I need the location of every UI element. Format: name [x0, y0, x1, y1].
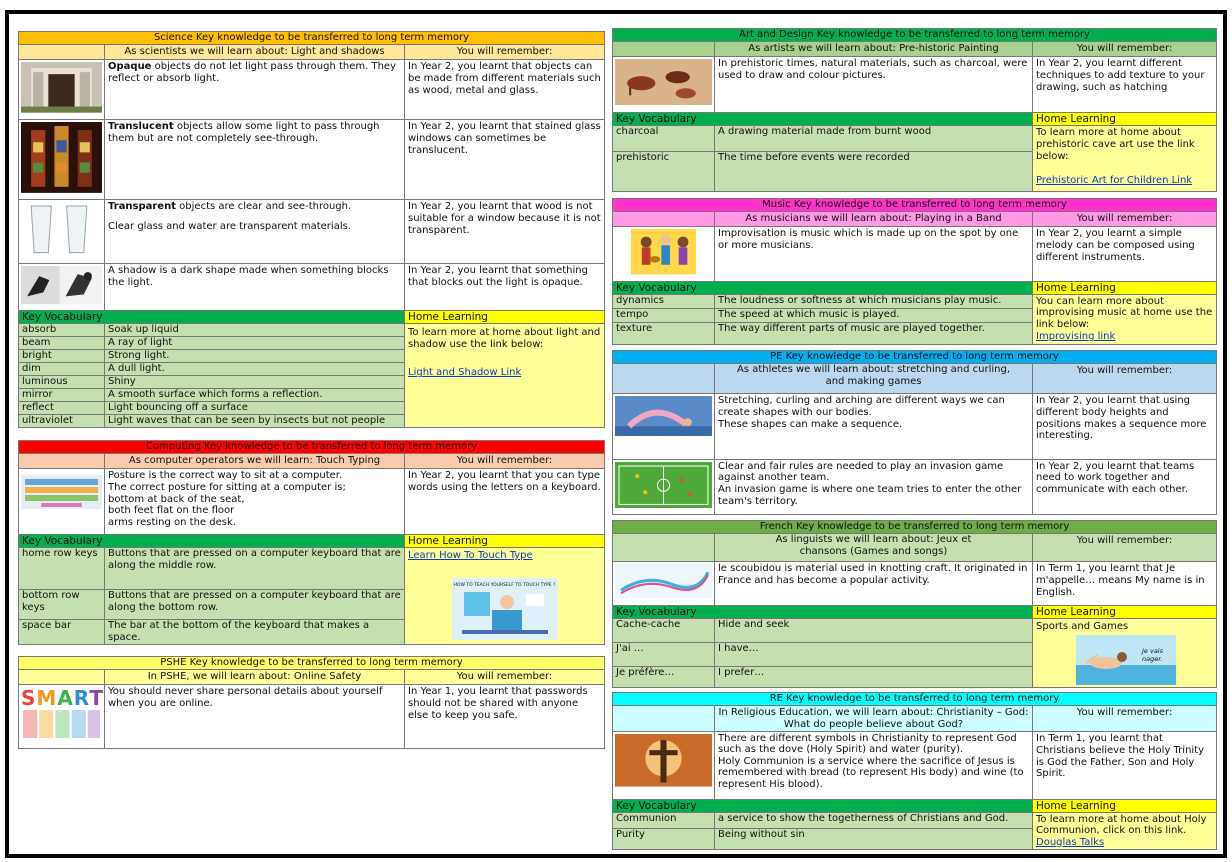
computing-vocab-heading: Key Vocabulary	[19, 535, 405, 548]
pshe-panel	[18, 656, 605, 749]
band-musicians-icon	[631, 229, 696, 275]
re-home-heading: Home Learning	[1033, 799, 1217, 812]
vocab-word: dim	[19, 363, 105, 376]
posture-line: Posture is the correct way to sit at a computer.	[108, 470, 343, 481]
music-panel	[612, 198, 1217, 345]
art-remember-heading: You will remember:	[1033, 42, 1217, 57]
music-title: Music Key knowledge to be transferred to long term memory	[613, 199, 1217, 212]
vocab-def: Hide and seek	[715, 618, 1033, 642]
french-title: French Key knowledge to be transferred to long term memory	[613, 521, 1217, 534]
science-panel	[18, 31, 605, 428]
computing-panel	[18, 440, 605, 645]
translucent-term: Translucent	[108, 120, 174, 132]
keyboard-icon	[21, 475, 102, 509]
vocab-def: Light bouncing off a surface	[105, 402, 405, 415]
opaque-text: objects do not let light pass through them. They reflect or absorb light.	[108, 61, 396, 85]
vocab-word: texture	[613, 322, 715, 344]
science-learn-heading: As scientists we will learn about: Light and shadows	[105, 45, 405, 60]
music-vocab-heading: Key Vocabulary	[613, 281, 1033, 294]
smart-poster-word: SMART	[21, 686, 104, 710]
pshe-title: PSHE Key knowledge to be transferred to long term memory	[19, 657, 605, 670]
vocab-def: I prefer…	[715, 667, 1033, 687]
art-panel	[612, 28, 1217, 192]
shadow-text: A shadow is a dark shape made when something blocks the light.	[108, 264, 389, 288]
light-and-shadow-link[interactable]: Light and Shadow Link	[408, 367, 522, 379]
re-title: RE Key knowledge to be transferred to long term memory	[613, 693, 1217, 706]
glasses-image	[19, 199, 105, 263]
vocab-def: Buttons that are pressed on a computer keyboard that are along the bottom row.	[105, 590, 405, 620]
vocab-def: The speed at which music is played.	[715, 308, 1033, 322]
vocab-word: J'ai …	[613, 642, 715, 666]
science-remember-3: In Year 2, you learnt that wood is not suitable for a window because it is not transparent.	[405, 199, 605, 263]
vocab-word: Cache-cache	[613, 618, 715, 642]
vocab-def: A drawing material made from burnt wood	[715, 125, 1033, 151]
vocab-word: reflect	[19, 402, 105, 415]
transparent-text-2: Clear glass and water are transparent materials.	[108, 221, 351, 233]
art-title: Art and Design Key knowledge to be transferred to long term memory	[613, 29, 1217, 42]
science-vocab-heading: Key Vocabulary	[19, 311, 405, 324]
scoubidou-icon	[615, 564, 712, 598]
re-learn-heading: In Religious Education, we will learn about: Christianity – God: What do people believe about God?	[715, 706, 1033, 732]
improvising-link[interactable]: Improvising link	[1036, 331, 1116, 343]
french-remember-heading: You will remember:	[1033, 534, 1217, 562]
smart-poster-icon	[21, 708, 102, 740]
vocab-word: mirror	[19, 389, 105, 402]
vocab-def: A dull light.	[105, 363, 405, 376]
vocab-word: dynamics	[613, 294, 715, 308]
music-remember: In Year 2, you learnt a simple melody can be composed using different instruments.	[1033, 227, 1217, 282]
touch-type-link[interactable]: Learn How To Touch Type	[408, 550, 533, 561]
computing-home-body	[405, 548, 605, 645]
pe-remember-1: In Year 2, you learnt that using different body heights and positions makes a sequence more interesting.	[1033, 394, 1217, 460]
invasion-game-image	[613, 459, 715, 515]
french-home-text: Sports and Games	[1036, 620, 1129, 632]
vocab-def: The way different parts of music are played together.	[715, 322, 1033, 344]
french-home-heading: Home Learning	[1033, 605, 1217, 618]
science-remember-heading: You will remember:	[405, 45, 605, 60]
vocab-word: charcoal	[613, 125, 715, 151]
re-home-text: To learn more at home about Holy Communion, click on this link.	[1036, 813, 1207, 837]
door-image	[19, 60, 105, 120]
posture-line: arms resting on the desk.	[108, 517, 236, 529]
re-text-line: There are different symbols in Christianity to represent God such as the dove (Holy Spirit) and water (purity).	[718, 733, 1017, 756]
computing-learn-heading: As computer operators we will learn: Touch Typing	[105, 454, 405, 469]
pe-panel	[612, 350, 1217, 515]
pe-text-line: Stretching, curling and arching are different ways we can create shapes with our bodies.	[718, 395, 1005, 418]
science-home-text: To learn more at home about light and shadow use the link below:	[408, 327, 601, 351]
vocab-def: a service to show the togetherness of Christians and God.	[715, 812, 1033, 829]
pshe-learn-heading: In PSHE, we will learn about: Online Safety	[105, 670, 405, 685]
art-home-text: To learn more at home about prehistoric cave art use the link below:	[1036, 126, 1195, 162]
computing-title: Computing Key knowledge to be transferred to long term memory	[19, 441, 605, 454]
music-text: Improvisation is music which is made up on the spot by one or more musicians.	[715, 227, 1033, 282]
music-home-body	[1033, 294, 1217, 344]
pshe-remember: In Year 1, you learnt that passwords should not be shared with anyone else to keep you safe.	[405, 685, 605, 749]
music-learn-heading: As musicians we will learn about: Playing in a Band	[715, 212, 1033, 227]
science-title: Science Key knowledge to be transferred to long term memory	[19, 32, 605, 45]
vocab-word: home row keys	[19, 548, 105, 590]
re-text-line: Holy Communion is a service where the sacrifice of Jesus is remembered with bread (to represent His body) and wine (to represent His blood).	[718, 755, 1024, 790]
vocab-def: A ray of light	[105, 337, 405, 350]
person-at-computer-icon	[462, 590, 548, 636]
cross-image	[613, 732, 715, 800]
vocab-word: tempo	[613, 308, 715, 322]
science-remember-1: In Year 2, you learnt that objects can be made from different materials such as wood, metal and glass.	[405, 60, 605, 120]
vocab-def: Shiny	[105, 376, 405, 389]
vocab-word: bright	[19, 350, 105, 363]
prehistoric-art-link[interactable]: Prehistoric Art for Children Link	[1036, 174, 1193, 186]
re-remember-heading: You will remember:	[1033, 706, 1217, 732]
science-remember-4: In Year 2, you learnt that something that blocks out the light is opaque.	[405, 263, 605, 311]
vocab-def: Being without sin	[715, 829, 1033, 850]
gymnast-icon	[615, 396, 712, 436]
french-vocab-heading: Key Vocabulary	[613, 605, 1033, 618]
pshe-remember-heading: You will remember:	[405, 670, 605, 685]
glass-tumbler-icon	[21, 202, 102, 257]
vocab-def: The time before events were recorded	[715, 151, 1033, 191]
vocab-word: ultraviolet	[19, 415, 105, 428]
pe-learn-heading: As athletes we will learn about: stretching and curling, and making games	[715, 364, 1033, 394]
science-remember-2: In Year 2, you learnt that stained glass windows can sometimes be translucent.	[405, 119, 605, 199]
vocab-def: The bar at the bottom of the keyboard that makes a space.	[105, 620, 405, 645]
science-home-heading: Home Learning	[405, 311, 605, 324]
vocab-word: Purity	[613, 829, 715, 850]
pe-title: PE Key knowledge to be transferred to long term memory	[613, 351, 1217, 364]
pe-text-line: These shapes can make a sequence.	[718, 418, 903, 430]
swimmer-caption: Je vais nager.	[1142, 646, 1164, 663]
vocab-word: Je préfère…	[613, 667, 715, 687]
re-home-body	[1033, 812, 1217, 849]
touch-type-image	[452, 578, 558, 640]
music-home-text: You can learn more about improvising music at home use the link below:	[1036, 295, 1213, 331]
transparent-term: Transparent	[108, 200, 176, 212]
vocab-def: Buttons that are pressed on a computer keyboard that are along the middle row.	[105, 548, 405, 590]
music-remember-heading: You will remember:	[1033, 212, 1217, 227]
smart-poster-image	[19, 685, 105, 749]
computing-remember-heading: You will remember:	[405, 454, 605, 469]
science-home-body	[405, 324, 605, 428]
french-home-body	[1033, 618, 1217, 687]
shadow-puppet-image	[19, 263, 105, 311]
cave-painting-icon	[615, 59, 712, 105]
vocab-word: bottom row keys	[19, 590, 105, 620]
art-text: In prehistoric times, natural materials, such as charcoal, were used to draw and colour pictures.	[715, 57, 1033, 113]
pe-remember-2: In Year 2, you learnt that teams need to work together and communicate with each other.	[1033, 459, 1217, 515]
re-remember: In Term 1, you learnt that Christians believe the Holy Trinity is God the Father, Son and Holy Spirit.	[1033, 732, 1217, 800]
translucent-text: objects allow some light to pass through them but are not completely see-through.	[108, 120, 380, 144]
re-panel	[612, 692, 1217, 850]
art-learn-heading: As artists we will learn about: Pre-historic Painting	[715, 42, 1033, 57]
keyboard-image	[19, 469, 105, 535]
vocab-word: prehistoric	[613, 151, 715, 191]
pe-text-line: Clear and fair rules are needed to play an invasion game against another team.	[718, 460, 1004, 484]
touch-type-caption: HOW TO TEACH YOURSELF TO TOUCH TYPE ?	[453, 583, 556, 588]
vocab-def: I have…	[715, 642, 1033, 666]
stained-glass-icon	[21, 122, 102, 193]
pe-text-line: An invasion game is where one team tries to enter the other team's territory.	[718, 484, 1022, 507]
vocab-word: luminous	[19, 376, 105, 389]
pe-remember-heading: You will remember:	[1033, 364, 1217, 394]
music-home-heading: Home Learning	[1033, 281, 1217, 294]
hand-shadow-icon	[21, 266, 102, 304]
art-home-body	[1033, 125, 1217, 191]
vocab-word: beam	[19, 337, 105, 350]
computing-remember: In Year 2, you learnt that you can type words using the letters on a keyboard.	[405, 469, 605, 535]
door-icon	[21, 62, 102, 113]
cross-icon	[615, 734, 712, 787]
art-home-heading: Home Learning	[1033, 112, 1217, 125]
swimmer-image	[1076, 635, 1176, 685]
art-vocab-heading: Key Vocabulary	[613, 112, 1033, 125]
opaque-term: Opaque	[108, 61, 152, 72]
vocab-word: Communion	[613, 812, 715, 829]
stained-glass-image	[19, 119, 105, 199]
posture-line: both feet flat on the floor	[108, 505, 235, 517]
french-remember: In Term 1, you learnt that Je m'appelle… means My name is in English.	[1033, 562, 1217, 606]
vocab-def: Strong light.	[105, 350, 405, 363]
vocab-word: space bar	[19, 620, 105, 645]
french-panel	[612, 520, 1217, 688]
posture-line: The correct posture for sitting at a computer is;	[108, 481, 346, 493]
french-text: le scoubidou is material used in knotting craft. It originated in France and has become a popular activity.	[715, 562, 1033, 606]
art-remember: In Year 2, you learnt different techniques to add texture to your drawing, such as hatching	[1033, 57, 1217, 113]
french-learn-heading: As linguists we will learn about: Jeux et chansons (Games and songs)	[715, 534, 1033, 562]
band-image	[613, 227, 715, 282]
vocab-word: absorb	[19, 324, 105, 337]
football-pitch-icon	[615, 462, 712, 508]
vocab-def: Soak up liquid	[105, 324, 405, 337]
pshe-text: You should never share personal details about yourself when you are online.	[105, 685, 405, 749]
scoubidou-image	[613, 562, 715, 606]
vocab-def: The loudness or softness at which musicians play music.	[715, 294, 1033, 308]
re-vocab-heading: Key Vocabulary	[613, 799, 1033, 812]
cave-painting-image	[613, 57, 715, 113]
vocab-def: Light waves that can be seen by insects but not people	[105, 415, 405, 428]
stretching-image	[613, 394, 715, 460]
posture-line: bottom at back of the seat,	[108, 493, 245, 505]
transparent-text: objects are clear and see-through.	[176, 200, 352, 212]
computing-home-heading: Home Learning	[405, 535, 605, 548]
vocab-def: A smooth surface which forms a reflection.	[105, 389, 405, 402]
douglas-talks-link[interactable]: Douglas Talks	[1036, 836, 1105, 848]
